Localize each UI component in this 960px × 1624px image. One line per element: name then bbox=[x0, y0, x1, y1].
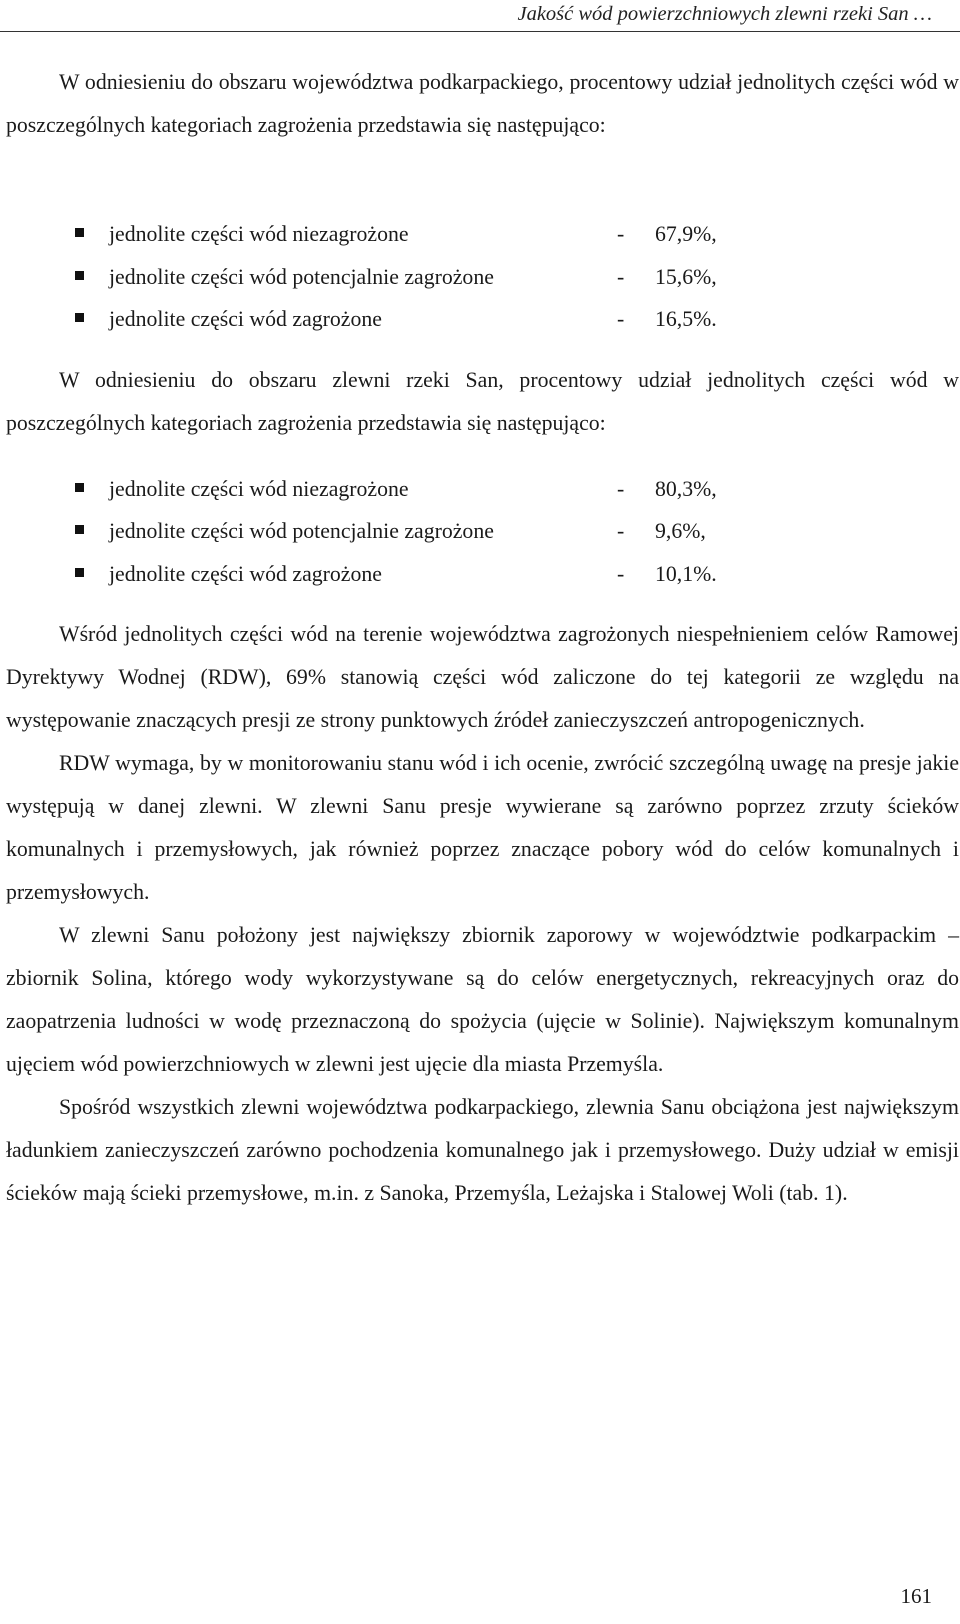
paragraph-pollution-load: Spośród wszystkich zlewni województwa podkarpackiego, zlewnia Sanu obciążona jest największym ładunkiem zanieczyszczeń zarówno pochodzenia komunalnego jak i przemysłowego. Duży udział w emisji ścieków mają ścieki przemysłowe, m.in. z Sanoka, Przemyśla, Leżajska i Stalowej Woli (tab. 1). bbox=[6, 1095, 959, 1205]
category-percentage: 80,3%, bbox=[655, 476, 717, 501]
page-header bbox=[0, 0, 960, 32]
list-san-categories bbox=[6, 468, 959, 596]
dash-separator: - bbox=[617, 264, 625, 289]
dash-separator: - bbox=[617, 476, 625, 501]
square-bullet-icon bbox=[75, 525, 84, 534]
category-label: jednolite części wód zagrożone bbox=[109, 561, 382, 586]
list-item bbox=[6, 298, 959, 341]
dash-separator: - bbox=[617, 519, 625, 543]
dash-separator: - bbox=[617, 307, 625, 331]
category-label: jednolite części wód zagrożone bbox=[109, 307, 382, 331]
category-label: jednolite części wód niezagrożone bbox=[109, 222, 409, 246]
square-bullet-icon bbox=[75, 313, 84, 322]
category-percentage: 67,9%, bbox=[655, 222, 717, 246]
square-bullet-icon bbox=[75, 568, 84, 577]
paragraph-san-intro: W odniesieniu do obszaru zlewni rzeki San, procentowy udział jednolitych części wód w poszczególnych kategoriach zagrożenia przedstawia się następująco: bbox=[6, 367, 959, 435]
paragraph-voivodeship-intro: W odniesieniu do obszaru województwa podkarpackiego, procentowy udział jednolitych części wód w poszczególnych kategoriach zagrożenia przedstawia się następująco: bbox=[6, 70, 959, 137]
paragraph-rdw-pressures: Wśród jednolitych części wód na terenie województwa zagrożonych niespełnieniem celów Ramowej Dyrektywy Wodnej (RDW), 69% stanowią części wód zaliczone do tej kategorii ze względu na występowanie znaczących presji ze strony punktowych źródeł zanieczyszczeń antropogenicznych. bbox=[6, 622, 959, 732]
page-number: 161 bbox=[900, 1584, 932, 1608]
list-voivodeship-categories bbox=[6, 213, 959, 341]
list-item bbox=[6, 468, 959, 511]
category-label: jednolite części wód potencjalnie zagrożone bbox=[109, 519, 494, 543]
square-bullet-icon bbox=[75, 271, 84, 280]
list-item bbox=[6, 553, 959, 596]
document-body bbox=[6, 61, 959, 1215]
category-percentage: 9,6%, bbox=[655, 519, 706, 543]
square-bullet-icon bbox=[75, 483, 84, 492]
paragraph-solina-reservoir: W zlewni Sanu położony jest największy zbiornik zaporowy w województwie podkarpackim – zbiornik Solina, którego wody wykorzystywane są do celów energetycznych, rekreacyjnych oraz do zaopatrzenia ludności w wodę przeznaczoną do spożycia (ujęcie w Solinie). Największym komunalnym ujęciem wód powierzchniowych w zlewni jest ujęcie dla miasta Przemyśla. bbox=[6, 923, 959, 1076]
list-item bbox=[6, 213, 959, 256]
category-percentage: 16,5%. bbox=[655, 307, 717, 331]
category-label: jednolite części wód niezagrożone bbox=[109, 476, 409, 501]
dash-separator: - bbox=[617, 561, 625, 586]
list-item bbox=[6, 510, 959, 553]
header-rule bbox=[0, 31, 960, 32]
paragraph-rdw-requirements: RDW wymaga, by w monitorowaniu stanu wód i ich ocenie, zwrócić szczególną uwagę na presje jakie występują w danej zlewni. W zlewni Sanu presje wywierane są zarówno poprzez zrzuty ścieków komunalnych i przemysłowych, jak również poprzez znaczące pobory wód do celów komunalnych i przemysłowych. bbox=[6, 751, 959, 904]
category-percentage: 15,6%, bbox=[655, 264, 717, 289]
category-percentage: 10,1%. bbox=[655, 561, 717, 586]
square-bullet-icon bbox=[75, 228, 84, 237]
list-item bbox=[6, 256, 959, 299]
dash-separator: - bbox=[617, 222, 625, 246]
running-title: Jakość wód powierzchniowych zlewni rzeki San … bbox=[517, 3, 932, 25]
category-label: jednolite części wód potencjalnie zagrożone bbox=[109, 264, 494, 289]
